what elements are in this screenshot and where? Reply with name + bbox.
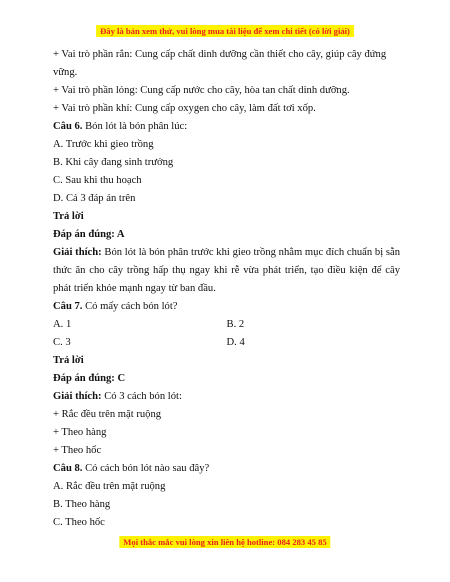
option-a: A. Trước khi gieo trồng	[53, 139, 154, 150]
question-8	[53, 460, 400, 478]
explanation-label: Giải thích:	[53, 391, 102, 402]
option-a: A. Rắc đều trên mặt ruộng	[53, 481, 166, 492]
preview-banner: Đây là bản xem thử, vui lòng mua tài liệu để xem chi tiết (có lời giải)	[96, 25, 354, 37]
option-b: B. Theo hàng	[53, 499, 111, 510]
option-d: D. Cả 3 đáp án trên	[53, 193, 136, 204]
question-label: Câu 6.	[53, 121, 83, 132]
solid-role-text: + Vai trò phần rắn: Cung cấp chất dinh dưỡng cần thiết cho cây, giúp cây đứng vững.	[53, 49, 387, 78]
method-item: + Rắc đều trên mặt ruộng	[53, 409, 162, 420]
answer-heading: Trả lời	[53, 355, 84, 366]
correct-answer: Đáp án đúng: C	[53, 373, 126, 384]
options-row	[53, 316, 400, 334]
answer-heading: Trả lời	[53, 211, 84, 222]
explanation	[53, 244, 400, 298]
question-text: Có mấy cách bón lót?	[82, 301, 178, 312]
method-item: + Theo hốc	[53, 445, 102, 456]
question-text: Có cách bón lót nào sau đây?	[82, 463, 210, 474]
option-d: D. 4	[226, 337, 245, 348]
liquid-role-text: + Vai trò phần lỏng: Cung cấp nước cho cây, hòa tan chất dinh dưỡng.	[53, 85, 350, 96]
question-6	[53, 118, 400, 136]
explanation-text: Có 3 cách bón lót:	[101, 391, 182, 402]
option-b: B. Khi cây đang sinh trưởng	[53, 157, 174, 168]
hotline-banner: Mọi thắc mắc vui lòng xin liên hệ hotline: 084 283 45 85	[119, 536, 330, 548]
explanation	[53, 388, 400, 406]
option-c: C. 3	[53, 337, 71, 348]
question-text: Bón lót là bón phân lúc:	[82, 121, 188, 132]
option-a: A. 1	[53, 319, 72, 330]
option-c: C. Theo hốc	[53, 517, 105, 528]
option-b: B. 2	[226, 319, 245, 330]
options-row	[53, 334, 400, 352]
explanation-label: Giải thích:	[53, 247, 102, 258]
gas-role-text: + Vai trò phần khí: Cung cấp oxygen cho cây, làm đất tơi xốp.	[53, 103, 316, 114]
correct-answer: Đáp án đúng: A	[53, 229, 125, 240]
explanation-text: Bón lót là bón phân trước khi gieo trồng nhằm mục đích chuẩn bị sẵn thức ăn cho cây trồng hấp thụ ngay khi rễ vừa phát triển, tạo điều kiện để cây phát triển khỏe mạnh ngay từ ban đầu.	[53, 247, 400, 294]
question-label: Câu 7.	[53, 301, 83, 312]
document-body	[53, 46, 400, 532]
option-c: C. Sau khi thu hoạch	[53, 175, 142, 186]
method-item: + Theo hàng	[53, 427, 107, 438]
question-label: Câu 8.	[53, 463, 83, 474]
question-7	[53, 298, 400, 316]
